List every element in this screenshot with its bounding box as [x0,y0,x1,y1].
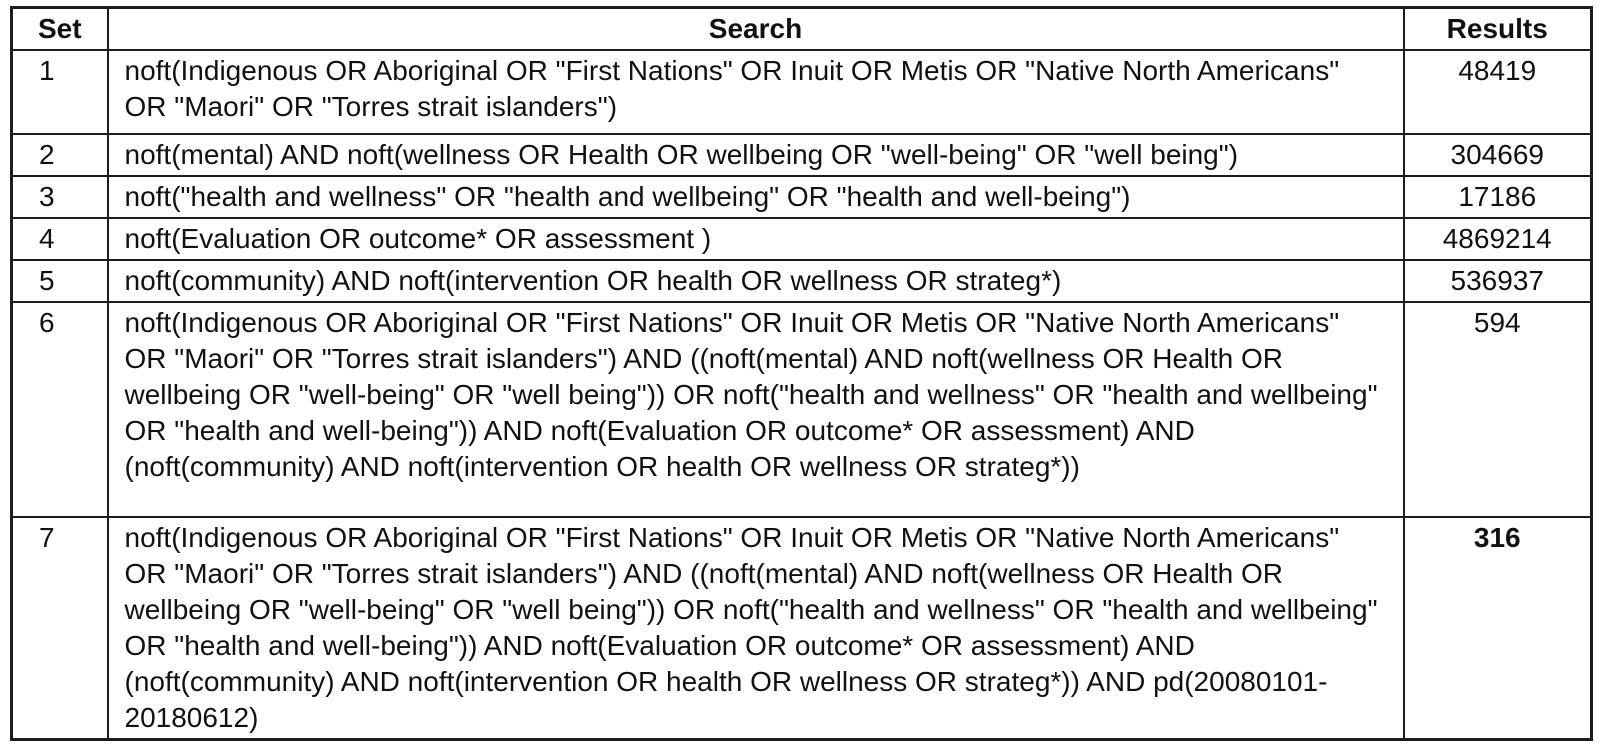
set-number: 6 [12,302,108,517]
search-query: noft(Indigenous OR Aboriginal OR "First Nations" OR Inuit OR Metis OR "Native North Americans" OR "Maori" OR "Torres strait islanders") [108,50,1404,134]
set-number: 7 [12,517,108,740]
set-number: 4 [12,218,108,260]
results-count: 316 [1404,517,1592,740]
table-row [12,50,1592,134]
set-number: 1 [12,50,108,134]
results-count: 304669 [1404,134,1592,176]
set-number: 3 [12,176,108,218]
table-row [12,176,1592,218]
table-row [12,517,1592,740]
table-row [12,134,1592,176]
column-header-set: Set [12,8,108,51]
search-query: noft("health and wellness" OR "health and wellbeing" OR "health and well-being") [108,176,1404,218]
results-count: 48419 [1404,50,1592,134]
results-count: 4869214 [1404,218,1592,260]
search-query: noft(mental) AND noft(wellness OR Health OR wellbeing OR "well-being" OR "well being") [108,134,1404,176]
results-count: 594 [1404,302,1592,517]
search-query: noft(Indigenous OR Aboriginal OR "First Nations" OR Inuit OR Metis OR "Native North Americans" OR "Maori" OR "Torres strait islanders") AND ((noft(mental) AND noft(wellness OR Health OR wellbeing OR "well-being" OR "well being")) OR noft("health and wellness" OR "health and wellbeing" OR "health and well-being")) AND noft(Evaluation OR outcome* OR assessment) AND (noft(community) AND noft(intervention OR health OR wellness OR strateg*)) [108,302,1404,517]
results-count: 536937 [1404,260,1592,302]
column-header-search: Search [108,8,1404,51]
results-count: 17186 [1404,176,1592,218]
column-header-results: Results [1404,8,1592,51]
table-row [12,302,1592,517]
search-query: noft(Evaluation OR outcome* OR assessment ) [108,218,1404,260]
search-query: noft(Indigenous OR Aboriginal OR "First Nations" OR Inuit OR Metis OR "Native North Americans" OR "Maori" OR "Torres strait islanders") AND ((noft(mental) AND noft(wellness OR Health OR wellbeing OR "well-being" OR "well being")) OR noft("health and wellness" OR "health and wellbeing" OR "health and well-being")) AND noft(Evaluation OR outcome* OR assessment) AND (noft(community) AND noft(intervention OR health OR wellness OR strateg*)) AND pd(20080101-20180612) [108,517,1404,740]
set-number: 2 [12,134,108,176]
table-row [12,218,1592,260]
header-row [12,8,1592,51]
search-strategy-table [10,6,1593,741]
table-row [12,260,1592,302]
set-number: 5 [12,260,108,302]
search-query: noft(community) AND noft(intervention OR health OR wellness OR strateg*) [108,260,1404,302]
